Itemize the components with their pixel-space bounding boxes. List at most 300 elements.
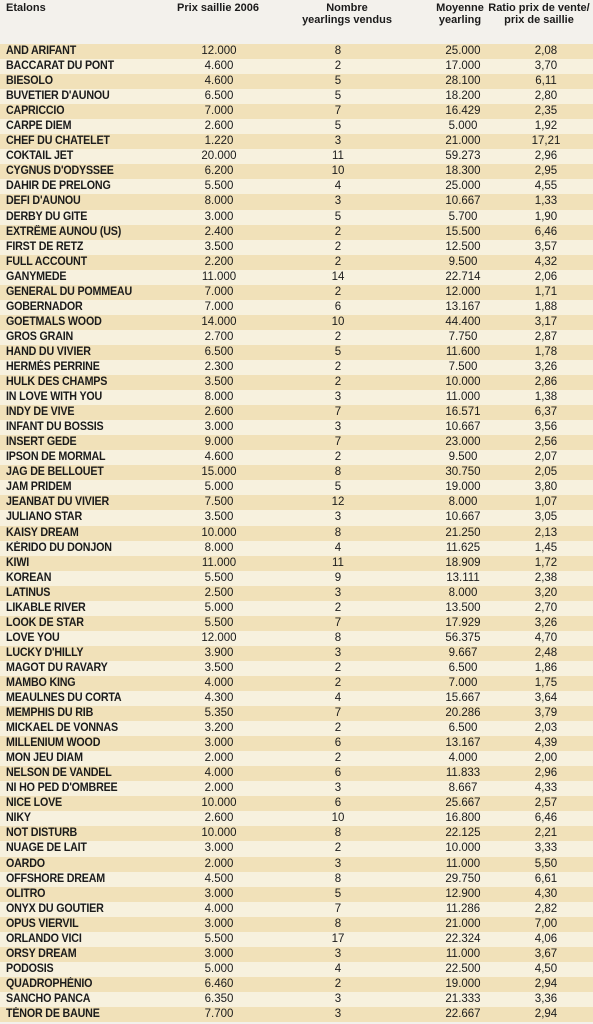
table-row (0, 315, 593, 330)
table-row (0, 766, 593, 781)
average-yearling-price: 20.286 (445, 707, 481, 720)
average-yearling-price: 16.429 (445, 105, 481, 118)
yearlings-sold: 8 (334, 917, 342, 930)
table-row (0, 887, 593, 902)
table-row (0, 164, 593, 179)
price-ratio: 4,33 (534, 782, 558, 795)
stud-fee: 5.500 (204, 932, 234, 945)
stallion-name: MEAULNES DU CORTA (6, 692, 122, 705)
stud-fee: 12.000 (201, 631, 237, 644)
table-row (0, 781, 593, 796)
stallion-name: BIESOLO (6, 75, 53, 88)
stallion-name: MAMBO KING (6, 676, 76, 689)
average-yearling-price: 21.250 (445, 526, 481, 539)
stallion-name: NI HO PED D'OMBREE (6, 782, 118, 795)
stud-fee: 3.000 (204, 210, 234, 223)
stud-fee: 14.000 (201, 315, 237, 328)
table-row (0, 405, 593, 420)
stallion-name: LOOK DE STAR (6, 616, 84, 629)
price-ratio: 2,57 (534, 797, 558, 810)
header-nombre-line1: Nombre (326, 2, 368, 14)
stallion-name: QUADROPHÉNIO (6, 977, 93, 990)
stallion-name: INFANT DU BOSSIS (6, 421, 104, 434)
table-row (0, 902, 593, 917)
table-row (0, 435, 593, 450)
stallion-name: NUAGE DE LAIT (6, 842, 87, 855)
table-row (0, 962, 593, 977)
yearlings-sold: 3 (334, 421, 342, 434)
yearlings-sold: 8 (334, 872, 342, 885)
yearlings-sold: 2 (334, 676, 342, 689)
yearlings-sold: 7 (334, 105, 342, 118)
average-yearling-price: 7.500 (448, 360, 478, 373)
stud-fee: 20.000 (201, 150, 237, 163)
stud-fee: 2.400 (204, 225, 234, 238)
price-ratio: 1,75 (534, 676, 558, 689)
table-row (0, 571, 593, 586)
header-prix-saillie: Prix saillie 2006 (177, 2, 259, 14)
table-row (0, 556, 593, 571)
yearlings-sold: 10 (331, 812, 345, 825)
yearlings-sold: 11 (332, 556, 344, 569)
average-yearling-price: 22.667 (445, 1008, 481, 1020)
stallion-name: DAHIR DE PRELONG (6, 180, 111, 193)
yearlings-sold: 2 (334, 376, 342, 389)
table-row (0, 44, 593, 59)
price-ratio: 2,07 (534, 451, 558, 464)
table-row (0, 721, 593, 736)
price-ratio: 2,05 (534, 466, 558, 479)
yearlings-sold: 4 (334, 541, 342, 554)
price-ratio: 3,64 (534, 692, 558, 705)
price-ratio: 2,82 (534, 902, 558, 915)
table-row (0, 977, 593, 992)
stallion-name: TÉNOR DE BAUNE (6, 1008, 100, 1020)
stud-fee: 2.600 (204, 812, 234, 825)
stallion-name: JAM PRIDEM (6, 481, 72, 494)
stud-fee: 7.000 (204, 105, 234, 118)
price-ratio: 4,32 (534, 255, 558, 268)
stallion-name: GOETMALS WOOD (6, 315, 102, 328)
stud-fee: 9.000 (204, 436, 234, 449)
yearlings-sold: 6 (334, 797, 342, 810)
price-ratio: 2,86 (534, 376, 558, 389)
stud-fee: 2.300 (204, 360, 234, 373)
stud-fee: 3.500 (204, 661, 234, 674)
table-row (0, 510, 593, 525)
yearlings-sold: 5 (334, 75, 342, 88)
average-yearling-price: 13.500 (445, 601, 481, 614)
stud-fee: 2.600 (204, 120, 234, 133)
stallion-name: DERBY DU GITE (6, 210, 88, 223)
stud-fee: 2.200 (204, 255, 234, 268)
price-ratio: 4,30 (534, 887, 558, 900)
header-nombre-yearlings (292, 2, 402, 26)
stud-fee: 4.600 (204, 60, 234, 73)
average-yearling-price: 9.667 (448, 646, 478, 659)
table-row (0, 932, 593, 947)
table-row (0, 59, 593, 74)
table-row (0, 691, 593, 706)
header-ratio (486, 2, 592, 26)
stallion-name: NELSON DE VANDEL (6, 767, 112, 780)
stud-fee: 3.000 (204, 842, 234, 855)
stallion-name: JULIANO STAR (6, 511, 83, 524)
yearlings-sold: 4 (334, 962, 342, 975)
stallion-name: PODOSIS (6, 962, 54, 975)
stud-fee: 3.500 (204, 376, 234, 389)
table-row (0, 194, 593, 209)
stallion-name: ONYX DU GOUTIER (6, 902, 104, 915)
price-ratio: 1,78 (534, 345, 558, 358)
stallion-name: MEMPHIS DU RIB (6, 707, 94, 720)
average-yearling-price: 9.500 (448, 255, 478, 268)
yearlings-sold: 2 (334, 661, 342, 674)
stud-fee: 5.500 (204, 616, 234, 629)
table-row (0, 1007, 593, 1022)
price-ratio: 2,94 (534, 977, 558, 990)
yearlings-sold: 4 (334, 180, 342, 193)
average-yearling-price: 15.667 (445, 692, 481, 705)
average-yearling-price: 18.300 (445, 165, 481, 178)
price-ratio: 1,86 (534, 661, 558, 674)
table-row (0, 947, 593, 962)
average-yearling-price: 21.000 (445, 917, 481, 930)
average-yearling-price: 11.000 (445, 947, 481, 960)
average-yearling-price: 12.000 (445, 285, 481, 298)
table-row (0, 360, 593, 375)
stud-fee: 3.000 (204, 947, 234, 960)
table-row (0, 330, 593, 345)
table-row (0, 736, 593, 751)
stud-fee: 2.000 (204, 857, 234, 870)
yearlings-sold: 2 (334, 360, 342, 373)
header-ratio-line1: Ratio prix de vente/ (488, 2, 590, 14)
average-yearling-price: 11.000 (445, 391, 481, 404)
table-row (0, 526, 593, 541)
stud-fee: 4.600 (204, 75, 234, 88)
table-row (0, 841, 593, 856)
stallion-name: DEFI D'AUNOU (6, 195, 81, 208)
price-ratio: 2,13 (534, 526, 558, 539)
price-ratio: 2,00 (534, 752, 558, 765)
price-ratio: 2,06 (534, 270, 558, 283)
price-ratio: 6,11 (535, 75, 557, 88)
stallion-name: KAISY DREAM (6, 526, 79, 539)
stud-fee: 4.300 (204, 692, 234, 705)
price-ratio: 3,56 (534, 421, 558, 434)
yearlings-sold: 8 (334, 827, 342, 840)
price-ratio: 3,17 (534, 315, 558, 328)
table-row (0, 149, 593, 164)
price-ratio: 3,33 (534, 842, 558, 855)
table-row (0, 450, 593, 465)
average-yearling-price: 12.900 (445, 887, 481, 900)
stud-fee: 8.000 (204, 195, 234, 208)
price-ratio: 1,07 (534, 496, 558, 509)
stallion-name: KÉRIDO DU DONJON (6, 541, 112, 554)
price-ratio: 1,45 (534, 541, 558, 554)
stallion-name: FIRST DE RETZ (6, 240, 84, 253)
price-ratio: 4,50 (534, 962, 558, 975)
price-ratio: 1,33 (534, 195, 558, 208)
price-ratio: 1,72 (534, 556, 558, 569)
price-ratio: 1,88 (534, 300, 558, 313)
table-row (0, 661, 593, 676)
price-ratio: 3,67 (534, 947, 558, 960)
average-yearling-price: 15.500 (445, 225, 481, 238)
stallion-name: CYGNUS D'ODYSSEE (6, 165, 114, 178)
average-yearling-price: 59.273 (445, 150, 481, 163)
stallion-name: CARPE DIEM (6, 120, 72, 133)
average-yearling-price: 7.000 (448, 676, 478, 689)
table-row (0, 225, 593, 240)
price-ratio: 5,50 (534, 857, 558, 870)
table-row (0, 390, 593, 405)
stud-fee: 4.600 (204, 451, 234, 464)
average-yearling-price: 56.375 (445, 631, 481, 644)
yearlings-sold: 7 (334, 436, 342, 449)
stud-fee: 15.000 (201, 466, 237, 479)
stud-fee: 5.350 (204, 707, 234, 720)
table-row (0, 300, 593, 315)
yearlings-sold: 11 (332, 150, 344, 163)
stud-fee: 11.000 (201, 270, 237, 283)
yearlings-sold: 6 (334, 300, 342, 313)
table-row (0, 495, 593, 510)
stallion-name: OARDO (6, 857, 45, 870)
table-row (0, 104, 593, 119)
table-row (0, 676, 593, 691)
price-ratio: 1,38 (534, 391, 558, 404)
yearlings-sold: 8 (334, 466, 342, 479)
table-row (0, 796, 593, 811)
average-yearling-price: 28.100 (445, 75, 481, 88)
price-ratio: 6,46 (534, 225, 558, 238)
price-ratio: 1,71 (534, 285, 558, 298)
average-yearling-price: 17.000 (445, 60, 481, 73)
table-row (0, 917, 593, 932)
stud-fee: 7.000 (204, 285, 234, 298)
average-yearling-price: 8.000 (448, 586, 478, 599)
stallion-name: BACCARAT DU PONT (6, 60, 114, 73)
yearlings-sold: 12 (331, 496, 345, 509)
table-row (0, 601, 593, 616)
average-yearling-price: 10.667 (445, 511, 481, 524)
yearlings-sold: 2 (334, 752, 342, 765)
stud-fee: 4.000 (204, 676, 234, 689)
stallion-name: GANYMEDE (6, 270, 67, 283)
table-row (0, 255, 593, 270)
table-row (0, 811, 593, 826)
table-row (0, 616, 593, 631)
table-row (0, 270, 593, 285)
stud-fee: 2.500 (204, 586, 234, 599)
table-row (0, 285, 593, 300)
stallion-name: MICKAEL DE VONNAS (6, 722, 118, 735)
average-yearling-price: 11.833 (445, 767, 481, 780)
price-ratio: 4,39 (534, 737, 558, 750)
stallion-name: HERMÈS PERRINE (6, 360, 100, 373)
stallion-name: BUVETIER D'AUNOU (6, 90, 110, 103)
average-yearling-price: 10.000 (445, 376, 481, 389)
stud-fee: 3.000 (204, 421, 234, 434)
price-ratio: 3,26 (534, 360, 558, 373)
price-ratio: 4,55 (534, 180, 558, 193)
stallion-table-body (0, 44, 593, 1022)
average-yearling-price: 22.324 (445, 932, 481, 945)
stallion-name: IN LOVE WITH YOU (6, 391, 103, 404)
stallion-name: LUCKY D'HILLY (6, 646, 84, 659)
table-row (0, 751, 593, 766)
table-row (0, 826, 593, 841)
price-ratio: 2,48 (534, 646, 558, 659)
stallion-name: SANCHO PANCA (6, 992, 91, 1005)
yearlings-sold: 8 (334, 631, 342, 644)
stallion-name: MON JEU DIAM (6, 752, 83, 765)
table-row (0, 706, 593, 721)
stallion-name: NICE LOVE (6, 797, 62, 810)
average-yearling-price: 25.000 (445, 180, 481, 193)
stallion-name: GENERAL DU POMMEAU (6, 285, 133, 298)
stud-fee: 4.500 (204, 872, 234, 885)
stud-fee: 4.000 (204, 902, 234, 915)
table-row (0, 992, 593, 1007)
price-ratio: 2,80 (534, 90, 558, 103)
stud-fee: 7.000 (204, 300, 234, 313)
stud-fee: 3.000 (204, 887, 234, 900)
stud-fee: 3.000 (204, 917, 234, 930)
price-ratio: 2,35 (534, 105, 558, 118)
yearlings-sold: 6 (334, 767, 342, 780)
average-yearling-price: 13.167 (445, 737, 481, 750)
stud-fee: 3.200 (204, 722, 234, 735)
yearlings-sold: 10 (331, 165, 345, 178)
stud-fee: 5.000 (204, 962, 234, 975)
average-yearling-price: 6.500 (448, 661, 478, 674)
average-yearling-price: 4.000 (448, 752, 478, 765)
table-row (0, 465, 593, 480)
table-row (0, 480, 593, 495)
stallion-name: LATINUS (6, 586, 51, 599)
stallion-name: LIKABLE RIVER (6, 601, 86, 614)
yearlings-sold: 8 (334, 45, 342, 57)
table-row (0, 375, 593, 390)
stud-fee: 8.000 (204, 541, 234, 554)
price-ratio: 3,36 (534, 992, 558, 1005)
yearlings-sold: 5 (334, 120, 342, 133)
yearlings-sold: 9 (334, 571, 342, 584)
stud-fee: 5.500 (204, 180, 234, 193)
stud-fee: 6.350 (204, 992, 234, 1005)
yearlings-sold: 5 (334, 481, 342, 494)
table-row (0, 179, 593, 194)
table-row (0, 134, 593, 149)
average-yearling-price: 29.750 (445, 872, 481, 885)
stallion-name: EXTRÊME AUNOU (US) (6, 225, 122, 238)
stud-fee: 6.500 (204, 90, 234, 103)
stallion-name: LOVE YOU (6, 631, 60, 644)
stallion-name: COKTAIL JET (6, 150, 74, 163)
yearlings-sold: 2 (334, 240, 342, 253)
price-ratio: 2,38 (534, 571, 558, 584)
stud-fee: 11.000 (201, 556, 237, 569)
table-row (0, 646, 593, 661)
table-row (0, 210, 593, 225)
stud-fee: 2.000 (204, 752, 234, 765)
yearlings-sold: 3 (334, 586, 342, 599)
average-yearling-price: 17.929 (445, 616, 481, 629)
stud-fee: 6.200 (204, 165, 234, 178)
price-ratio: 1,90 (534, 210, 558, 223)
yearlings-sold: 3 (334, 992, 342, 1005)
stud-fee: 8.000 (204, 391, 234, 404)
yearlings-sold: 2 (334, 977, 342, 990)
header-moyenne-line2: yearling (438, 14, 482, 26)
average-yearling-price: 11.286 (445, 902, 481, 915)
yearlings-sold: 5 (334, 90, 342, 103)
stud-fee: 12.000 (201, 45, 237, 57)
table-row (0, 586, 593, 601)
average-yearling-price: 8.667 (448, 782, 478, 795)
stallion-name: JAG DE BELLOUET (6, 466, 104, 479)
yearlings-sold: 3 (334, 511, 342, 524)
stallion-name: GROS GRAIN (6, 330, 74, 343)
yearlings-sold: 2 (334, 601, 342, 614)
average-yearling-price: 22.125 (445, 827, 481, 840)
yearlings-sold: 3 (334, 947, 342, 960)
average-yearling-price: 11.625 (445, 541, 481, 554)
average-yearling-price: 5.000 (448, 120, 478, 133)
price-ratio: 6,46 (534, 812, 558, 825)
price-ratio: 2,95 (534, 165, 558, 178)
yearlings-sold: 10 (331, 315, 345, 328)
price-ratio: 3,79 (534, 707, 558, 720)
yearlings-sold: 8 (334, 526, 342, 539)
yearlings-sold: 3 (334, 646, 342, 659)
stud-fee: 3.500 (204, 511, 234, 524)
table-row (0, 74, 593, 89)
yearlings-sold: 14 (331, 270, 345, 283)
stallion-name: MAGOT DU RAVARY (6, 661, 108, 674)
header-nombre-line2: yearlings vendus (302, 14, 392, 26)
table-row (0, 345, 593, 360)
average-yearling-price: 25.667 (445, 797, 481, 810)
average-yearling-price: 9.500 (448, 451, 478, 464)
average-yearling-price: 10.000 (445, 842, 481, 855)
stud-fee: 5.500 (204, 571, 234, 584)
table-header (0, 0, 593, 44)
stud-fee: 10.000 (201, 526, 237, 539)
stallion-name: MILLENIUM WOOD (6, 737, 101, 750)
price-ratio: 2,70 (534, 601, 558, 614)
yearlings-sold: 17 (331, 932, 345, 945)
average-yearling-price: 13.111 (446, 571, 480, 584)
average-yearling-price: 22.500 (445, 962, 481, 975)
stud-fee: 5.000 (204, 481, 234, 494)
average-yearling-price: 8.000 (448, 496, 478, 509)
price-ratio: 4,70 (534, 631, 558, 644)
price-ratio: 3,57 (534, 240, 558, 253)
stud-fee: 6.500 (204, 345, 234, 358)
stud-fee: 4.000 (204, 767, 234, 780)
stallion-name: CAPRICCIO (6, 105, 65, 118)
yearlings-sold: 7 (334, 406, 342, 419)
table-row (0, 872, 593, 887)
price-ratio: 2,03 (534, 722, 558, 735)
yearlings-sold: 3 (334, 391, 342, 404)
price-ratio: 2,87 (534, 330, 558, 343)
